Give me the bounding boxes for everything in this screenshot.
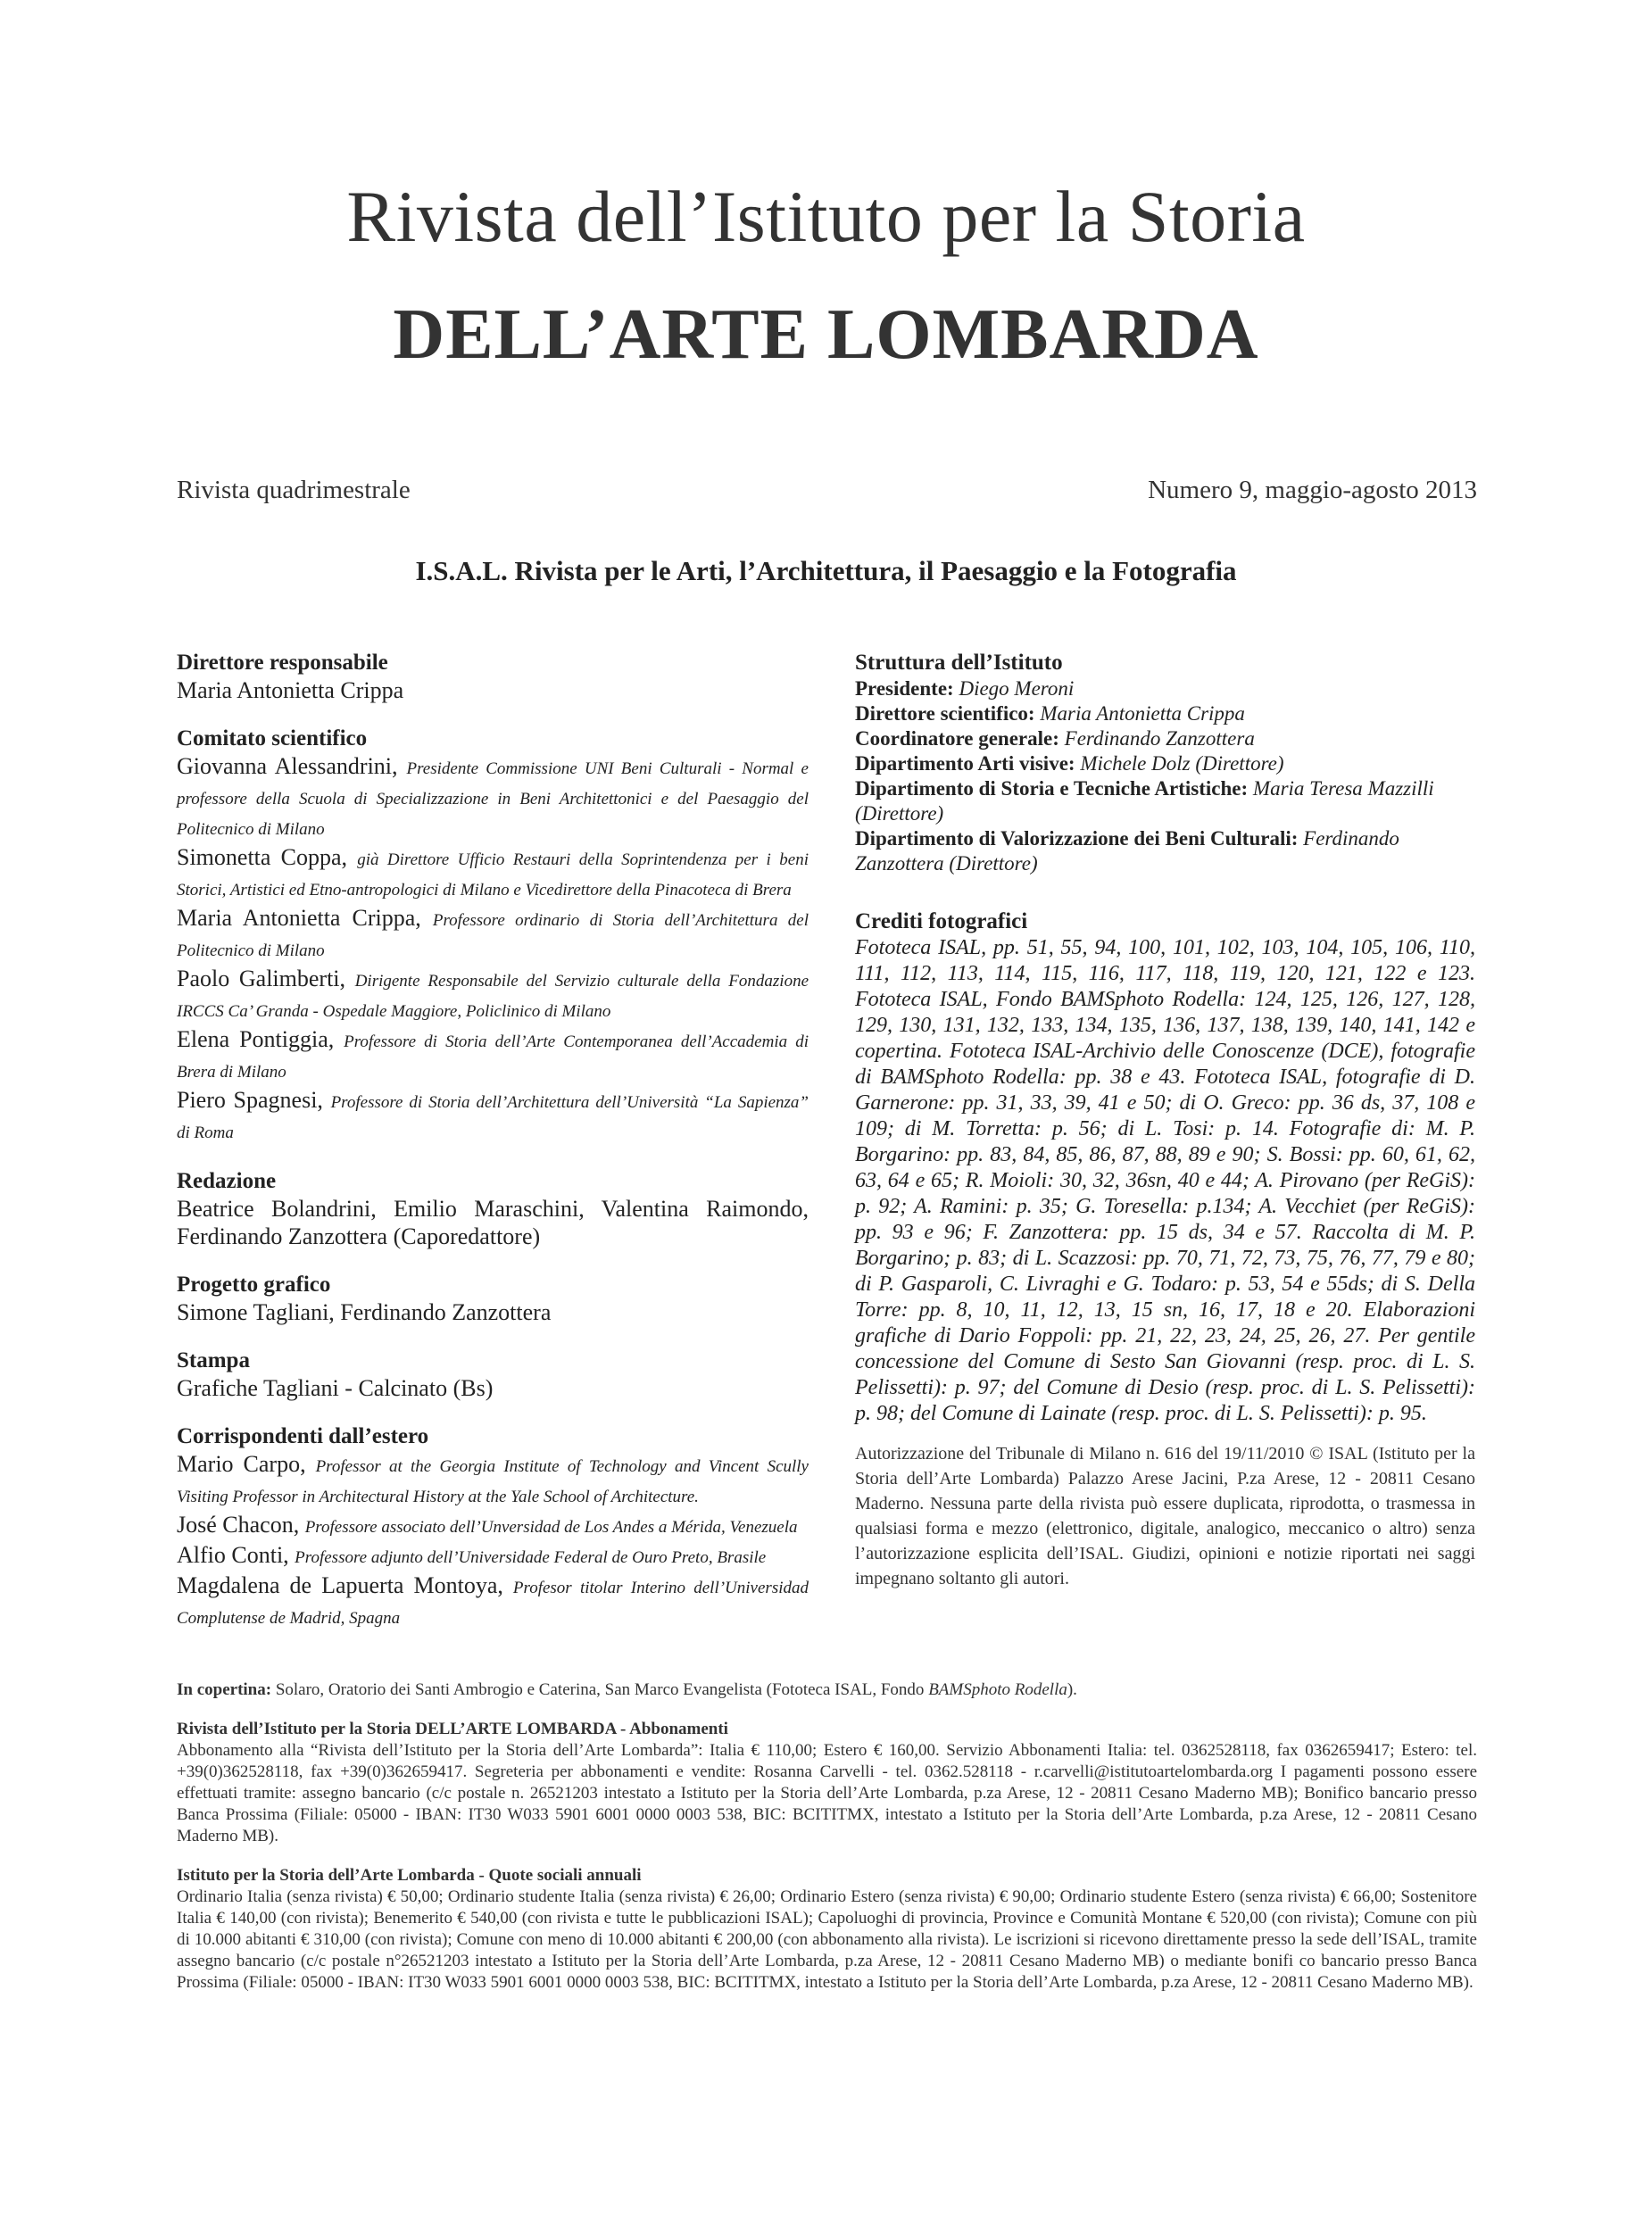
membership-text: Ordinario Italia (senza rivista) € 50,00; Ordinario studente Italia (senza rivista) € 26,00; Ordinario Estero (senza rivista) € 90,00; Ordinario studente Estero (senza rivista) € 66,00; Sostenitore Italia € 140,00 (con rivista); Benemerito € 540,00 (con rivista e tutte le pubblicazioni ISAL); Capoluoghi di provincia, Province e Comunità Montane € 520,00 (con rivista); Comune con più di 10.000 abitanti € 310,00 (con rivista); Comune con meno di 10.000 abitanti € 200,00 (con abbonamento alla rivista). Le iscrizioni si ricevono direttamente presso la sede dell’ISAL, tramite assegno bancario (c/c postale n°26521203 intestato a Istituto per la Storia dell’Arte Lombarda, p.za Arese, 12 - 20811 Cesano Maderno MB) o mediante bonifi co bancario presso Banca Prossima (Filiale: 05000 - IBAN: IT30 W033 5901 6001 0000 0003 538, BIC: BCITITMX, intestato a Istituto per la Storia dell’Arte Lombarda, p.za Arese, 12 - 20811 Cesano Maderno MB). — [177, 1887, 1477, 1992]
right-column — [855, 650, 1475, 1613]
org-label: Dipartimento di Valorizzazione dei Beni Culturali: — [855, 827, 1304, 850]
org-label: Dipartimento di Storia e Tecniche Artistiche: — [855, 777, 1253, 800]
subscriptions-text: Abbonamento alla “Rivista dell’Istituto per la Storia dell’Arte Lombarda”: Italia € 110,00; Estero € 160,00. Servizio Abbonamenti Italia: tel. 0362528118, fax 0362659417; Estero: tel. +39(0)362528118, fax +39(0)362659417. Segreteria per abbonamenti e vendite: Rosanna Carvelli - tel. 0362.528118 - r.carvelli@istitutoartelombarda.org I pagamenti possono essere effettuati tramite: assegno bancario (c/c postale n. 26521203 intestato a Istituto per la Storia dell’Arte Lombarda, p.za Arese, 12 - 20811 Cesano Maderno MB); Bonifico bancario presso Banca Prossima (Filiale: 05000 - IBAN: IT30 W033 5901 6001 0000 0003 538, BIC: BCITITMX, intestato a Istituto per la Storia dell’Arte Lombarda, p.za Arese, 12 - 20811 Cesano Maderno MB). — [177, 1741, 1477, 1845]
member-entry — [177, 843, 809, 904]
member-name: José Chacon, — [177, 1512, 305, 1538]
member-entry — [177, 1450, 809, 1511]
section-text: Maria Antonietta Crippa — [177, 677, 404, 703]
org-value: Maria Teresa Mazzilli (Direttore) — [855, 777, 1434, 825]
credits-text: Fototeca ISAL, pp. 51, 55, 94, 100, 101, 102, 103, 104, 105, 106, 110, 111, 112, 113, 114, 115, 116, 117, 118, 119, 120, 121, 122 e 123. Fototeca ISAL, Fondo BAMSphoto Rodella: 124, 125, 126, 127, 128, 129, 130, 131, 132, 133, 134, 135, 136, 137, 138, 139, 140, 141, 142 e copertina. Fototeca ISAL-Archivio delle Conoscenze (DCE), fotografie di BAMSphoto Rodella: pp. 38 e 43. Fototeca ISAL, fotografie di D. Garnerone: pp. 31, 33, 39, 41 e 50; di O. Greco: pp. 36 ds, 37, 108 e 109; di M. Torretta: p. 56; di L. Tosi: p. 14. Fotografie di: M. P. Borgarino: pp. 83, 84, 85, 86, 87, 88, 89 e 90; S. Bossi: pp. 60, 61, 62, 63, 64 e 65; R. Moioli: 30, 32, 36sn, 40 e 44; A. Pirovano (per ReGiS): p. 92; A. Ramini: p. 35; G. Toresella: p.134; A. Vecchiet (per ReGiS): pp. 93 e 96; F. Zanzottera: pp. 15 ds, 34 e 57. Raccolta di M. P. Borgarino; p. 83; di L. Scazzosi: pp. 70, 71, 72, 73, 75, 76, 77, 79 e 80; di P. Gasparoli, C. Livraghi e G. Todaro: p. 53, 54 e 55ds; di S. Della Torre: pp. 8, 10, 11, 12, 13, 15 sn, 16, 17, 18 e 20. Elaborazioni grafiche di Dario Foppoli: pp. 21, 22, 23, 24, 25, 26, 27. Per gentile concessione del Comune di Sesto San Giovanni (resp. proc. di L. S. Pelissetti): p. 97; del Comune di Desio (resp. proc. di L. S. Pelissetti): p. 98; del Comune di Lainate (resp. proc. di L. S. Pelissetti): p. 95. — [855, 936, 1475, 1425]
member-name: Paolo Galimberti, — [177, 966, 355, 991]
cover-italic: BAMSphoto Rodella — [928, 1680, 1067, 1699]
member-entry — [177, 1541, 809, 1571]
member-name: Elena Pontiggia, — [177, 1026, 345, 1052]
frequency-label: Rivista quadrimestrale — [177, 476, 411, 504]
corrispondenti-section — [177, 1423, 809, 1632]
subscriptions-heading: Rivista dell’Istituto per la Storia DELL’ARTE LOMBARDA - Abbonamenti — [177, 1720, 728, 1738]
section-heading: Direttore responsabile — [177, 651, 388, 675]
section-text: Grafiche Tagliani - Calcinato (Bs) — [177, 1375, 494, 1401]
member-role: Professore di Storia dell’Arte Contemporanea dell’Accademia di Brera di Milano — [177, 1032, 809, 1082]
issue-label: Numero 9, maggio-agosto 2013 — [1148, 476, 1477, 504]
crediti-section — [855, 908, 1475, 1591]
section-heading: Crediti fotografici — [855, 909, 1028, 933]
member-entry — [177, 965, 809, 1025]
bottom-section — [177, 1679, 1477, 2011]
member-entry — [177, 1086, 809, 1147]
comitato-section — [177, 726, 809, 1147]
org-row — [855, 751, 1475, 776]
authorization-text: Autorizzazione del Tribunale di Milano n. 616 del 19/11/2010 © ISAL (Istituto per la Storia dell’Arte Lombarda) Palazzo Arese Jacini, P.za Arese, 12 - 20811 Cesano Maderno. Nessuna parte della rivista può essere duplicata, riprodotta, o trasmessa in qualsiasi forma e mezzo (elettronico, digitale, analogico, meccanico o altro) senza l’autorizzazione esplicita dell’ISAL. Giudizi, opinioni e notizie riportati nei saggi impegnano soltanto gli autori. — [855, 1444, 1475, 1588]
member-entry — [177, 904, 809, 965]
section-text: Simone Tagliani, Ferdinando Zanzottera — [177, 1299, 552, 1325]
cover-end: ). — [1067, 1680, 1077, 1699]
member-entry — [177, 1571, 809, 1632]
member-name: Mario Carpo, — [177, 1451, 316, 1477]
cover-caption — [177, 1679, 1477, 1701]
org-value: Ferdinando Zanzottera (Direttore) — [855, 827, 1399, 875]
member-entry — [177, 1025, 809, 1086]
member-entry — [177, 1511, 809, 1541]
member-entry — [177, 752, 809, 843]
member-name: Simonetta Coppa, — [177, 844, 358, 870]
org-row — [855, 726, 1475, 751]
member-role: Presidente Commissione UNI Beni Culturali - Normal e professore della Scuola di Specializzazione in Beni Architettonici e del Paesaggio del Politecnico di Milano — [177, 759, 809, 839]
member-name: Maria Antonietta Crippa, — [177, 905, 433, 931]
org-label: Coordinatore generale: — [855, 727, 1065, 750]
stampa-section — [177, 1347, 809, 1402]
member-role: Professor at the Georgia Institute of Technology and Vincent Scully Visiting Professor in Architectural History at the Yale School of Architecture. — [177, 1457, 809, 1506]
org-value: Ferdinando Zanzottera — [1064, 727, 1255, 750]
progetto-section — [177, 1272, 809, 1326]
org-row — [855, 776, 1475, 826]
section-heading: Comitato scientifico — [177, 726, 368, 750]
member-role: Professore ordinario di Storia dell’Architettura del Politecnico di Milano — [177, 911, 809, 960]
org-label: Dipartimento Arti visive: — [855, 752, 1081, 775]
org-value: Diego Meroni — [959, 677, 1075, 700]
member-role: Profesor titolar Interino dell’Universidad Complutense de Madrid, Spagna — [177, 1579, 809, 1628]
member-role: Professore di Storia dell’Architettura dell’Università “La Sapienza” di Roma — [177, 1093, 809, 1142]
org-value: Maria Antonietta Crippa — [1040, 702, 1245, 725]
left-column — [177, 650, 809, 1654]
org-label: Presidente: — [855, 677, 959, 700]
cover-label: In copertina: — [177, 1680, 272, 1699]
membership-block — [177, 1865, 1477, 1994]
subtitle: I.S.A.L. Rivista per le Arti, l’Architettura, il Paesaggio e la Fotografia — [415, 555, 1237, 586]
journal-title: Rivista dell’Istituto per la Storia — [346, 176, 1306, 257]
member-role: Professore adjunto dell’Universidade Federal de Ouro Preto, Brasile — [295, 1548, 767, 1567]
journal-title-main: DELL’ARTE LOMBARDA — [393, 295, 1259, 374]
member-name: Piero Spagnesi, — [177, 1087, 331, 1113]
member-role: già Direttore Ufficio Restauri della Soprintendenza per i beni Storici, Artistici ed Etno-antropologici di Milano e Vicedirettore della Pinacoteca di Brera — [177, 850, 809, 900]
subscriptions-block — [177, 1719, 1477, 1847]
direttore-section — [177, 650, 809, 704]
org-row — [855, 826, 1475, 876]
member-name: Magdalena de Lapuerta Montoya, — [177, 1572, 513, 1598]
membership-heading: Istituto per la Storia dell’Arte Lombarda - Quote sociali annuali — [177, 1866, 642, 1885]
member-role: Dirigente Responsabile del Servizio culturale della Fondazione IRCCS Ca’ Granda - Ospedale Maggiore, Policlinico di Milano — [177, 972, 809, 1021]
member-name: Alfio Conti, — [177, 1542, 295, 1568]
cover-text: Solaro, Oratorio dei Santi Ambrogio e Caterina, San Marco Evangelista (Fototeca ISAL, Fondo — [271, 1680, 929, 1699]
org-label: Direttore scientifico: — [855, 702, 1041, 725]
member-role: Professore associato dell’Unversidad de Los Andes a Mérida, Venezuela — [304, 1518, 798, 1537]
org-row — [855, 676, 1475, 701]
struttura-section — [855, 650, 1475, 876]
org-value: Michele Dolz (Direttore) — [1080, 752, 1284, 775]
org-row — [855, 701, 1475, 726]
section-heading: Struttura dell’Istituto — [855, 651, 1063, 675]
section-heading: Stampa — [177, 1348, 250, 1372]
section-text: Beatrice Bolandrini, Emilio Maraschini, Valentina Raimondo, Ferdinando Zanzottera (Caporedattore) — [177, 1196, 809, 1249]
section-heading: Corrispondenti dall’estero — [177, 1424, 429, 1448]
section-heading: Progetto grafico — [177, 1273, 331, 1297]
redazione-section — [177, 1168, 809, 1250]
section-heading: Redazione — [177, 1169, 277, 1193]
member-name: Giovanna Alessandrini, — [177, 753, 407, 779]
